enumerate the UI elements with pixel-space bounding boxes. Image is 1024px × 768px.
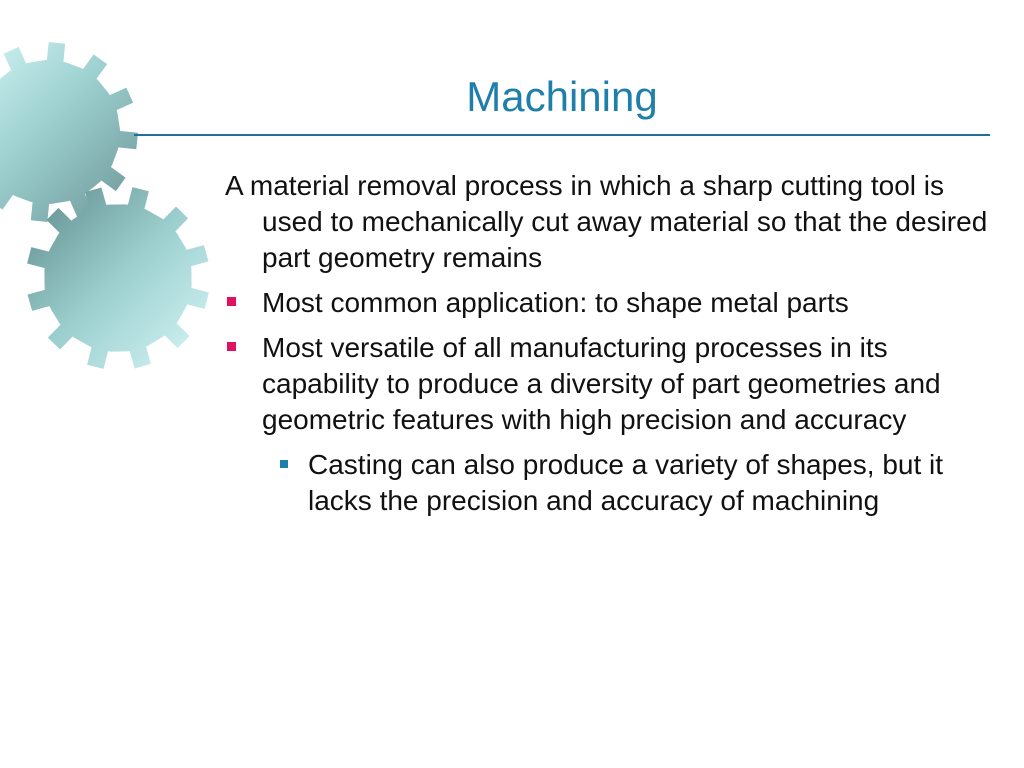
title-divider [134,134,990,136]
bullet-text: Most common application: to shape metal parts [262,287,849,318]
bullet-item [225,330,1000,438]
square-bullet-icon [227,342,236,351]
square-bullet-icon [227,297,236,306]
bullet-text: Most versatile of all manufacturing processes in its capability to produce a diversity of part geometries and geometric features with high precision and accuracy [262,332,941,435]
slide-body [225,168,1000,519]
slide-title: Machining [466,73,658,120]
bullet-item [225,285,1000,321]
intro-paragraph: A material removal process in which a sharp cutting tool is used to mechanically cut away material so that the desired part geometry remains [225,170,988,273]
square-sub-bullet-icon [280,460,288,468]
gears-decoration [0,0,210,380]
sub-bullet-item [225,447,1000,519]
gear-icon [0,42,138,222]
sub-bullet-text: Casting can also produce a variety of shapes, but it lacks the precision and accuracy of machining [308,449,944,516]
gear-icon [27,187,209,369]
